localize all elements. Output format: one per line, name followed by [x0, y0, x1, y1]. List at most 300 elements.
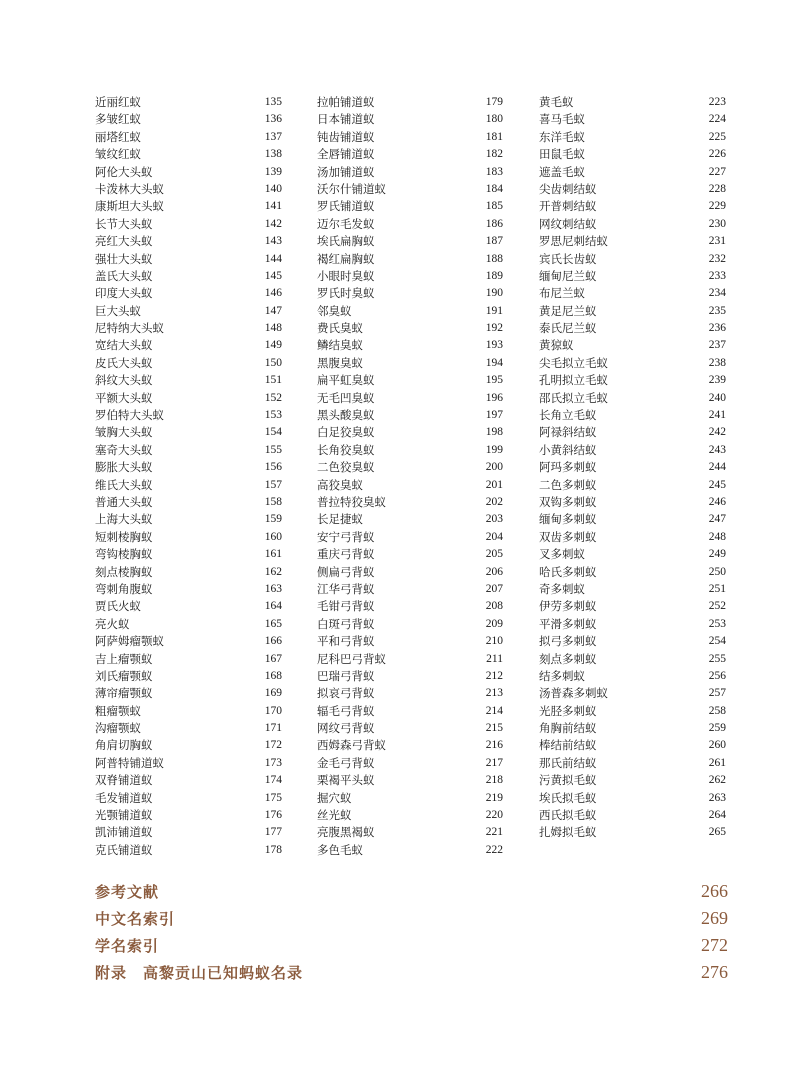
species-name: 汤加铺道蚁	[317, 164, 375, 179]
toc-entry[interactable]	[539, 407, 726, 424]
toc-entry[interactable]	[539, 285, 726, 302]
toc-entry[interactable]	[317, 633, 503, 650]
toc-entry[interactable]	[95, 598, 282, 615]
toc-entry[interactable]	[539, 616, 726, 633]
toc-entry[interactable]	[539, 703, 726, 720]
toc-entry[interactable]	[539, 459, 726, 476]
toc-entry[interactable]	[317, 251, 503, 268]
species-name: 尼科巴弓背蚁	[317, 651, 386, 666]
page-number: 224	[708, 113, 726, 126]
species-name: 拉帕铺道蚁	[317, 95, 375, 109]
toc-entry[interactable]	[95, 94, 282, 111]
toc-entry[interactable]	[95, 390, 282, 407]
page-number: 192	[485, 322, 503, 335]
page-number: 246	[708, 495, 726, 508]
page-number: 175	[264, 791, 282, 804]
species-name: 宾氏长齿蚁	[539, 251, 597, 266]
toc-entry[interactable]	[539, 564, 726, 581]
species-name: 亮火蚁	[95, 616, 130, 631]
page-number: 183	[485, 165, 503, 178]
page-number: 250	[708, 565, 726, 578]
page-number: 144	[264, 252, 282, 265]
species-name: 西氏拟毛蚁	[539, 808, 597, 823]
species-name: 小黄斜结蚁	[539, 442, 597, 457]
toc-entry[interactable]	[539, 494, 726, 511]
species-name: 塞奇大头蚁	[95, 442, 153, 457]
species-name: 多皱红蚁	[95, 112, 141, 127]
species-name: 孔明拟立毛蚁	[539, 373, 608, 388]
species-name: 普通大头蚁	[95, 494, 153, 509]
species-name: 白足狡臭蚁	[317, 425, 375, 440]
toc-entry[interactable]	[95, 424, 282, 441]
toc-entry[interactable]	[539, 94, 726, 111]
toc-entry[interactable]	[539, 181, 726, 198]
toc-column-3	[539, 94, 726, 842]
toc-entry[interactable]	[539, 720, 726, 737]
page-number: 138	[264, 148, 282, 161]
page-number: 199	[485, 443, 503, 456]
toc-section-entry[interactable]	[95, 932, 728, 959]
page-number: 158	[264, 495, 282, 508]
section-title: 附录 高黎贡山已知蚂蚁名录	[95, 964, 304, 982]
toc-entry[interactable]	[317, 337, 503, 354]
species-name: 田鼠毛蚁	[539, 147, 585, 162]
species-name: 罗氏铺道蚁	[317, 199, 375, 214]
page-number: 184	[485, 182, 503, 195]
toc-entry[interactable]	[317, 355, 503, 372]
toc-entry[interactable]	[539, 268, 726, 285]
toc-entry[interactable]	[317, 372, 503, 389]
toc-entry[interactable]	[539, 372, 726, 389]
species-name: 克氏铺道蚁	[95, 842, 153, 857]
toc-entry[interactable]	[95, 303, 282, 320]
species-name: 重庆弓背蚁	[317, 547, 375, 562]
toc-entry[interactable]	[95, 685, 282, 702]
page-number: 264	[708, 809, 726, 822]
species-name: 罗伯特大头蚁	[95, 408, 164, 423]
toc-entry[interactable]	[539, 598, 726, 615]
toc-entry[interactable]	[539, 233, 726, 250]
page-number: 190	[485, 287, 503, 300]
species-name: 维氏大头蚁	[95, 477, 153, 492]
toc-entry[interactable]	[95, 529, 282, 546]
page-number: 204	[485, 530, 503, 543]
species-name: 二色狡臭蚁	[317, 460, 375, 475]
toc-entry[interactable]	[539, 581, 726, 598]
toc-entry[interactable]	[95, 581, 282, 598]
page-number: 237	[708, 339, 726, 352]
page-number: 165	[264, 617, 282, 630]
species-name: 布尼兰蚁	[539, 286, 585, 301]
toc-entry[interactable]	[95, 233, 282, 250]
page-number: 172	[264, 739, 282, 752]
toc-entry[interactable]	[95, 807, 282, 824]
page-number: 198	[485, 426, 503, 439]
toc-entry[interactable]	[95, 511, 282, 528]
page-number: 258	[708, 704, 726, 717]
page-number: 160	[264, 530, 282, 543]
species-name: 棒结前结蚁	[539, 738, 597, 753]
toc-entry[interactable]	[317, 477, 503, 494]
section-title: 学名索引	[95, 937, 160, 955]
species-name: 黄足尼兰蚁	[539, 303, 597, 318]
toc-entry[interactable]	[317, 703, 503, 720]
toc-entry[interactable]	[95, 251, 282, 268]
species-name: 那氏前结蚁	[539, 755, 597, 770]
toc-entry[interactable]	[539, 511, 726, 528]
page-number: 162	[264, 565, 282, 578]
toc-entry[interactable]	[317, 737, 503, 754]
page-number: 254	[708, 635, 726, 648]
toc-entry[interactable]	[317, 216, 503, 233]
toc-entry[interactable]	[317, 494, 503, 511]
page-number: 244	[708, 461, 726, 474]
page-number: 231	[708, 235, 726, 248]
species-name: 金毛弓背蚁	[317, 755, 375, 770]
page-number: 189	[485, 269, 503, 282]
species-name: 邻臭蚁	[317, 303, 352, 318]
page-number: 228	[708, 182, 726, 195]
page-number: 201	[485, 478, 503, 491]
toc-entry[interactable]	[95, 720, 282, 737]
page-number: 253	[708, 617, 726, 630]
species-name: 吉上瘤颚蚁	[95, 651, 153, 666]
species-name: 遮盖毛蚁	[539, 164, 585, 179]
page-number: 221	[485, 826, 503, 839]
page-number: 200	[485, 461, 503, 474]
toc-entry[interactable]	[539, 442, 726, 459]
toc-entry[interactable]	[95, 790, 282, 807]
species-name: 皱纹红蚁	[95, 147, 141, 162]
species-name: 鳞结臭蚁	[317, 338, 363, 353]
page-number: 170	[264, 704, 282, 717]
toc-entry[interactable]	[317, 790, 503, 807]
species-name: 多色毛蚁	[317, 842, 363, 857]
page-number: 161	[264, 548, 282, 561]
toc-entry[interactable]	[539, 320, 726, 337]
page-number: 203	[485, 513, 503, 526]
species-name: 丝光蚁	[317, 808, 352, 823]
toc-entry[interactable]	[317, 581, 503, 598]
page-number: 236	[708, 322, 726, 335]
toc-entry[interactable]	[539, 824, 726, 841]
page-number: 233	[708, 269, 726, 282]
toc-entry[interactable]	[95, 651, 282, 668]
page-number: 154	[264, 426, 282, 439]
page-number: 248	[708, 530, 726, 543]
page-number: 164	[264, 600, 282, 613]
toc-entry[interactable]	[317, 268, 503, 285]
toc-entry[interactable]	[539, 198, 726, 215]
species-name: 埃氏拟毛蚁	[539, 790, 597, 805]
toc-entry[interactable]	[539, 529, 726, 546]
page-number: 206	[485, 565, 503, 578]
toc-entry[interactable]	[317, 598, 503, 615]
page-number: 234	[708, 287, 726, 300]
species-name: 毛钳弓背蚁	[317, 599, 375, 614]
species-name: 栗褐平头蚁	[317, 773, 375, 788]
toc-entry[interactable]	[317, 285, 503, 302]
section-page-number: 272	[701, 935, 728, 955]
toc-entry[interactable]	[95, 737, 282, 754]
toc-entry[interactable]	[95, 546, 282, 563]
toc-entry[interactable]	[539, 651, 726, 668]
species-name: 结多刺蚁	[539, 668, 585, 683]
toc-entry[interactable]	[317, 807, 503, 824]
toc-entry[interactable]	[95, 772, 282, 789]
page-number: 261	[708, 756, 726, 769]
toc-entry[interactable]	[95, 320, 282, 337]
page-number: 188	[485, 252, 503, 265]
toc-entry[interactable]	[95, 842, 282, 859]
page-number: 136	[264, 113, 282, 126]
toc-entry[interactable]	[95, 703, 282, 720]
toc-entry[interactable]	[95, 668, 282, 685]
toc-entry[interactable]	[539, 129, 726, 146]
page-number: 176	[264, 809, 282, 822]
species-name: 二色多刺蚁	[539, 477, 597, 492]
section-page-number: 276	[701, 962, 728, 982]
page-number: 156	[264, 461, 282, 474]
toc-entry[interactable]	[317, 772, 503, 789]
toc-entry[interactable]	[95, 442, 282, 459]
toc-entry[interactable]	[317, 546, 503, 563]
toc-entry[interactable]	[95, 494, 282, 511]
page-number: 219	[485, 791, 503, 804]
toc-entry[interactable]	[95, 633, 282, 650]
page-number: 217	[485, 756, 503, 769]
toc-entry[interactable]	[95, 459, 282, 476]
species-name: 短刺棱胸蚁	[95, 529, 153, 544]
toc-entry[interactable]	[95, 337, 282, 354]
species-name: 角肩切胸蚁	[95, 738, 153, 753]
species-name: 无毛凹臭蚁	[317, 390, 375, 405]
page-number: 216	[485, 739, 503, 752]
toc-entry[interactable]	[539, 390, 726, 407]
species-name: 贾氏火蚁	[95, 599, 141, 614]
species-name: 伊劳多刺蚁	[539, 599, 597, 614]
toc-entry[interactable]	[95, 111, 282, 128]
species-name: 宽结大头蚁	[95, 338, 153, 353]
species-name: 盖氏大头蚁	[95, 268, 153, 283]
toc-entry[interactable]	[317, 390, 503, 407]
species-name: 泰氏尼兰蚁	[539, 321, 597, 336]
species-name: 刻点棱胸蚁	[95, 564, 153, 579]
page-number: 197	[485, 409, 503, 422]
page-number: 179	[485, 96, 503, 108]
toc-entry[interactable]	[95, 755, 282, 772]
species-name: 开普刺结蚁	[539, 199, 597, 214]
species-name: 弯刺角腹蚁	[95, 581, 153, 596]
species-name: 罗思尼刺结蚁	[539, 234, 608, 249]
toc-entry[interactable]	[539, 668, 726, 685]
toc-entry[interactable]	[95, 268, 282, 285]
page-number: 229	[708, 200, 726, 213]
toc-entry[interactable]	[317, 529, 503, 546]
page-number: 187	[485, 235, 503, 248]
species-name: 钝齿铺道蚁	[317, 129, 375, 144]
toc-entry[interactable]	[539, 355, 726, 372]
toc-entry[interactable]	[317, 129, 503, 146]
toc-entry[interactable]	[95, 372, 282, 389]
toc-entry[interactable]	[317, 164, 503, 181]
species-name: 尼特纳大头蚁	[95, 321, 164, 336]
toc-entry[interactable]	[539, 424, 726, 441]
species-name: 汤普森多刺蚁	[539, 686, 608, 701]
page-number: 180	[485, 113, 503, 126]
toc-entry[interactable]	[539, 477, 726, 494]
page-number: 223	[708, 96, 726, 108]
page-number: 194	[485, 356, 503, 369]
toc-column-1	[95, 94, 282, 859]
page-number: 225	[708, 130, 726, 143]
page-number: 210	[485, 635, 503, 648]
page-number: 142	[264, 217, 282, 230]
toc-entry[interactable]	[539, 111, 726, 128]
toc-entry[interactable]	[539, 633, 726, 650]
page-number: 195	[485, 374, 503, 387]
page-number: 149	[264, 339, 282, 352]
toc-entry[interactable]	[95, 824, 282, 841]
toc-section-entry[interactable]	[95, 959, 728, 986]
species-name: 扎姆拟毛蚁	[539, 825, 597, 840]
species-name: 叉多刺蚁	[539, 547, 585, 562]
toc-entry[interactable]	[95, 407, 282, 424]
toc-entry[interactable]	[317, 442, 503, 459]
toc-entry[interactable]	[95, 616, 282, 633]
toc-entry[interactable]	[317, 459, 503, 476]
toc-entry[interactable]	[317, 755, 503, 772]
page-number: 202	[485, 495, 503, 508]
species-name: 西姆森弓背蚁	[317, 738, 386, 753]
page-number: 220	[485, 809, 503, 822]
page-number: 168	[264, 669, 282, 682]
toc-entry[interactable]	[539, 546, 726, 563]
page-number: 249	[708, 548, 726, 561]
toc-entry[interactable]	[539, 146, 726, 163]
species-name: 刘氏瘤颚蚁	[95, 668, 153, 683]
section-title: 参考文献	[95, 883, 160, 901]
page-number: 153	[264, 409, 282, 422]
toc-entry[interactable]	[317, 824, 503, 841]
page-number: 227	[708, 165, 726, 178]
toc-entry[interactable]	[317, 720, 503, 737]
page-number: 157	[264, 478, 282, 491]
toc-entry[interactable]	[95, 198, 282, 215]
toc-entry[interactable]	[539, 790, 726, 807]
species-name: 拟哀弓背蚁	[317, 686, 375, 701]
page-number: 155	[264, 443, 282, 456]
page-number: 174	[264, 774, 282, 787]
page-number: 211	[486, 652, 503, 665]
toc-entry[interactable]	[95, 181, 282, 198]
toc-section-entry[interactable]	[95, 905, 728, 932]
toc-entry[interactable]	[317, 616, 503, 633]
toc-entry[interactable]	[317, 233, 503, 250]
toc-entry[interactable]	[539, 337, 726, 354]
page-number: 218	[485, 774, 503, 787]
species-name: 康斯坦大头蚁	[95, 199, 164, 214]
species-name: 阿萨姆瘤颚蚁	[95, 634, 164, 649]
page-number: 255	[708, 652, 726, 665]
page-number: 247	[708, 513, 726, 526]
toc-entry[interactable]	[95, 164, 282, 181]
species-name: 双齿多刺蚁	[539, 529, 597, 544]
toc-entry[interactable]	[95, 146, 282, 163]
toc-entry[interactable]	[95, 564, 282, 581]
toc-entry[interactable]	[317, 407, 503, 424]
toc-entry[interactable]	[317, 303, 503, 320]
toc-section-entry[interactable]	[95, 878, 728, 905]
page-number: 186	[485, 217, 503, 230]
page-number: 169	[264, 687, 282, 700]
section-page-number: 266	[701, 881, 728, 901]
toc-entry[interactable]	[317, 111, 503, 128]
toc-entry[interactable]	[317, 564, 503, 581]
page-number: 137	[264, 130, 282, 143]
toc-entry[interactable]	[317, 685, 503, 702]
species-name: 费氏臭蚁	[317, 321, 363, 336]
page-number: 265	[708, 826, 726, 839]
toc-entry[interactable]	[539, 216, 726, 233]
page-number: 257	[708, 687, 726, 700]
toc-entry[interactable]	[317, 320, 503, 337]
toc-entry[interactable]	[317, 94, 503, 111]
toc-entry[interactable]	[539, 303, 726, 320]
page-number: 148	[264, 322, 282, 335]
species-name: 长节大头蚁	[95, 216, 153, 231]
species-name: 黑头酸臭蚁	[317, 408, 375, 423]
toc-entry[interactable]	[95, 216, 282, 233]
toc-entry[interactable]	[317, 146, 503, 163]
section-title: 中文名索引	[95, 910, 176, 928]
toc-entry[interactable]	[95, 355, 282, 372]
toc-entry[interactable]	[539, 685, 726, 702]
species-name: 长角立毛蚁	[539, 408, 597, 423]
species-name: 阿普特铺道蚁	[95, 755, 164, 770]
toc-entry[interactable]	[95, 129, 282, 146]
toc-entry[interactable]	[539, 755, 726, 772]
toc-entry[interactable]	[539, 737, 726, 754]
species-name: 尖毛拟立毛蚁	[539, 355, 608, 370]
species-name: 光胫多刺蚁	[539, 703, 597, 718]
species-name: 双脊铺道蚁	[95, 773, 153, 788]
toc-entry[interactable]	[95, 285, 282, 302]
page-number: 263	[708, 791, 726, 804]
toc-entry[interactable]	[539, 164, 726, 181]
species-name: 奇多刺蚁	[539, 581, 585, 596]
page-number: 256	[708, 669, 726, 682]
toc-entry[interactable]	[317, 198, 503, 215]
toc-entry[interactable]	[317, 668, 503, 685]
species-name: 刻点多刺蚁	[539, 651, 597, 666]
toc-entry[interactable]	[317, 511, 503, 528]
species-name: 沃尔什铺道蚁	[317, 181, 386, 196]
toc-entry[interactable]	[539, 772, 726, 789]
toc-entry[interactable]	[539, 251, 726, 268]
toc-entry[interactable]	[317, 651, 503, 668]
page-number: 242	[708, 426, 726, 439]
toc-entry[interactable]	[95, 477, 282, 494]
species-name: 印度大头蚁	[95, 286, 153, 301]
toc-entry[interactable]	[317, 842, 503, 859]
species-name: 江华弓背蚁	[317, 581, 375, 596]
species-name: 缅甸尼兰蚁	[539, 268, 597, 283]
toc-entry[interactable]	[539, 807, 726, 824]
toc-entry[interactable]	[317, 181, 503, 198]
toc-entry[interactable]	[317, 424, 503, 441]
page-number: 235	[708, 304, 726, 317]
